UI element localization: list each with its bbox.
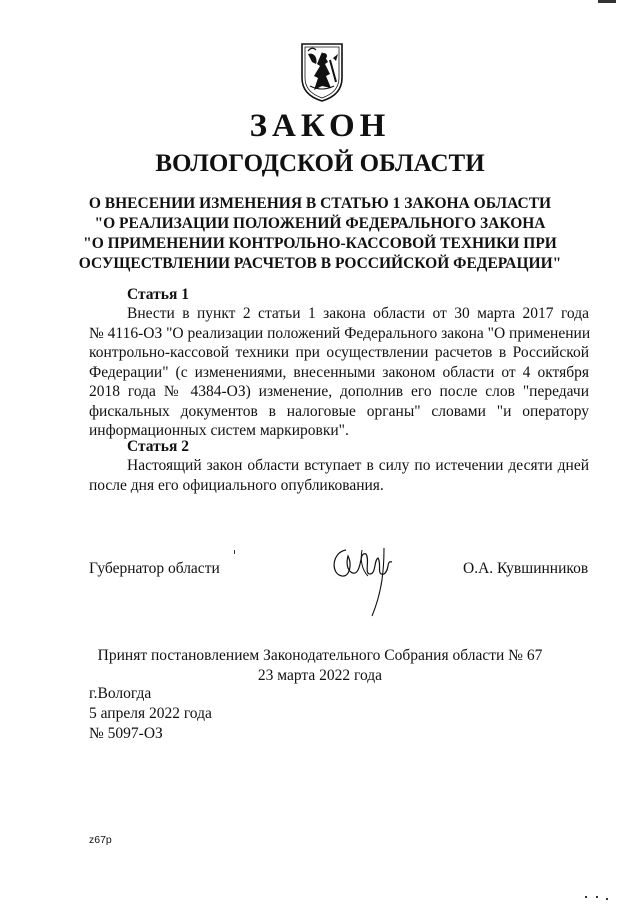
scan-artifact bbox=[606, 898, 608, 900]
law-subject-line: ОСУЩЕСТВЛЕНИИ РАСЧЕТОВ В РОССИЙСКОЙ ФЕДЕРАЦИИ" bbox=[78, 255, 562, 272]
text-line: после дня его официального опубликования. bbox=[89, 476, 384, 494]
text-line: № 4116-ОЗ "О реализации положений Федерального закона "О применении bbox=[89, 324, 591, 342]
article-1-heading: Статья 1 bbox=[127, 286, 189, 303]
text-line: Федерации" (с изменениями, внесенными законом области от 4 октября bbox=[89, 363, 589, 381]
document-meta bbox=[89, 684, 212, 744]
scan-artifact bbox=[585, 896, 587, 898]
law-subject-line: О ВНЕСЕНИИ ИЗМЕНЕНИЯ В СТАТЬЮ 1 ЗАКОНА ОБЛАСТИ bbox=[88, 195, 552, 212]
coat-of-arms-emblem bbox=[300, 42, 344, 102]
law-subject-line: "О ПРИМЕНЕНИИ КОНТРОЛЬНО-КАССОВОЙ ТЕХНИКИ ПРИ bbox=[83, 235, 557, 252]
text-line: контрольно-кассовой техники при осуществлении расчетов в Российской bbox=[89, 344, 589, 361]
document-region: ВОЛОГОДСКОЙ ОБЛАСТИ bbox=[155, 150, 485, 177]
article-1-text bbox=[89, 304, 589, 441]
handwritten-signature bbox=[326, 540, 400, 620]
text-line: фискальных документов в налоговые органы" словами "и оператору bbox=[89, 402, 589, 420]
adoption-line: 23 марта 2022 года bbox=[257, 667, 383, 684]
scan-artifact bbox=[596, 896, 598, 898]
signatory-name: О.А. Кувшинников bbox=[463, 560, 589, 577]
text-line: Внести в пункт 2 статьи 1 закона области от 30 марта 2017 года bbox=[127, 305, 589, 322]
text-line: Настоящий закон области вступает в силу по истечении десяти дней bbox=[127, 457, 589, 474]
document-city: г.Вологда bbox=[89, 685, 152, 702]
scan-artifact bbox=[234, 550, 235, 554]
text-line: информационных систем маркировки". bbox=[89, 422, 349, 439]
signatory-position: Губернатор области bbox=[89, 560, 220, 577]
text-line: 2018 года № 4384-ОЗ) изменение, дополнив его после слов "передачи bbox=[89, 383, 589, 400]
document-title: ЗАКОН bbox=[249, 108, 391, 144]
adoption-statement bbox=[0, 646, 640, 686]
law-subject-line: "О РЕАЛИЗАЦИИ ПОЛОЖЕНИЙ ФЕДЕРАЛЬНОГО ЗАКОНА bbox=[94, 215, 546, 232]
adoption-line: Принят постановлением Законодательного Собрания области № 67 bbox=[97, 647, 543, 664]
scan-artifact bbox=[598, 0, 616, 3]
article-2-heading: Статья 2 bbox=[127, 438, 189, 455]
document-date: 5 апреля 2022 года bbox=[89, 705, 212, 722]
article-2-text bbox=[89, 456, 589, 495]
footer-code: z67p bbox=[89, 834, 112, 846]
law-subject bbox=[60, 194, 580, 274]
document-number: № 5097-ОЗ bbox=[89, 725, 163, 742]
